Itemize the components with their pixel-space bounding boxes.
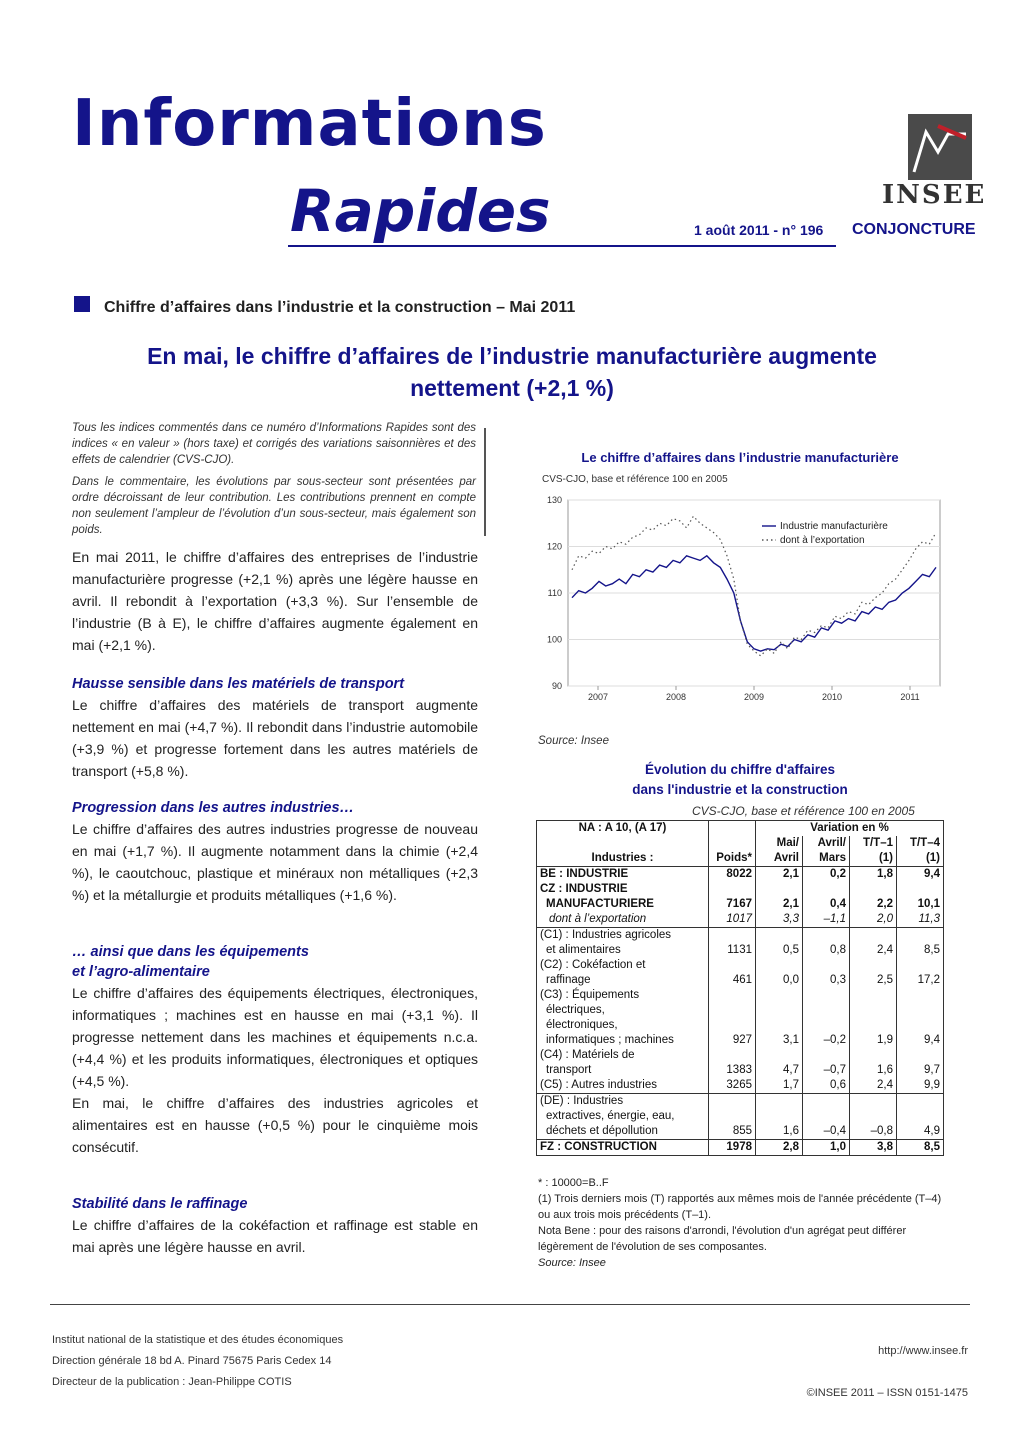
cell-value: 1,7 [756, 1078, 803, 1094]
cell-value: 2,8 [756, 1140, 803, 1156]
row-label-line: (C2) : Cokéfaction et [540, 959, 646, 971]
cell-value: 4,7 [756, 1048, 803, 1078]
insee-logo-icon [908, 114, 972, 180]
cell-value: 3,1 [756, 988, 803, 1048]
cell-value: –0,2 [803, 988, 850, 1048]
row-label-line: électroniques, [546, 1019, 618, 1031]
chart-source: Source: Insee [538, 735, 609, 747]
y-tick-label: 110 [547, 588, 562, 598]
table-row [537, 912, 944, 928]
intro-side-bar [484, 428, 486, 536]
row-label-line: (C3) : Équipements [540, 989, 640, 1001]
table-header: (1) [897, 851, 944, 867]
cell-value: 10,1 [897, 882, 944, 912]
cell-value: 1,8 [850, 867, 897, 883]
row-label-line: transport [546, 1064, 592, 1076]
legend-label: dont à l’exportation [780, 535, 865, 546]
footer-line: Institut national de la statistique et des études économiques [52, 1334, 344, 1346]
cell-poids: 927 [709, 988, 756, 1048]
row-label-line: (DE) : Industries [540, 1095, 624, 1107]
publisher-name: INSEE [882, 180, 987, 210]
row-label-line: MANUFACTURIERE [546, 898, 654, 910]
cell-value: 2,0 [850, 912, 897, 928]
table-notes [538, 1175, 948, 1271]
paragraph-text: Le chiffre d’affaires des équipements électriques, électroniques, informatiques ; machines est en hausse en mai (+3,1 %). Il progresse nettement dans les machines et équipements n.c.a. (+4,4 %) et les produits informatiques, électroniques et optiques (+4,5 %). [72, 985, 478, 1089]
row-label [537, 928, 709, 959]
cell-value: 0,3 [803, 958, 850, 988]
cell-poids: 855 [709, 1094, 756, 1140]
table-header: Mars [803, 851, 850, 867]
table-header-row [537, 821, 944, 837]
x-tick-label: 2010 [821, 692, 843, 702]
table-header [537, 836, 709, 851]
line-chart [536, 492, 948, 712]
cell-value: 0,2 [803, 867, 850, 883]
row-label [537, 1048, 709, 1078]
table-title [580, 760, 900, 800]
table-header: Poids* [709, 851, 756, 867]
table-source: Source: Insee [538, 1257, 606, 1269]
masthead-subtitle: Rapides [290, 177, 551, 245]
table-header-row [537, 851, 944, 867]
cell-value: –0,8 [850, 1094, 897, 1140]
table-header: Avril [756, 851, 803, 867]
paragraph-text: En mai, le chiffre d’affaires des industries agricoles et alimentaires est en hausse (+0,5 %) pour le cinquième mois consécutif. [72, 1095, 478, 1155]
table-row [537, 1078, 944, 1094]
table-title-line: dans l'industrie et la construction [632, 782, 848, 797]
table-header: Avril/ [803, 836, 850, 851]
table-base-note: CVS-CJO, base et référence 100 en 2005 [692, 804, 915, 818]
row-label [537, 1094, 709, 1140]
section-bullet-icon [74, 296, 90, 312]
row-label: FZ : CONSTRUCTION [537, 1140, 709, 1156]
table-header: Industries : [537, 851, 709, 867]
paragraph-text: Le chiffre d’affaires des matériels de transport augmente nettement en mai (+4,7 %). Il rebondit dans l’industrie automobile (+3,9 %) et progresse fortement dans les autres matériels de transport (+5,8 %). [72, 697, 478, 779]
table-header: Variation en % [756, 821, 944, 837]
row-label-line: informatiques ; machines [546, 1034, 674, 1046]
paragraph-text: Le chiffre d’affaires des autres industries progresse de nouveau en mai (+1,7 %). Il augmente notamment dans la chimie (+2,4 %), le caoutchouc, plastique et minéraux non métalliques (+2,3 %) et la métallurgie et produits métalliques (+1,6 %). [72, 821, 478, 903]
paragraph-text: Le chiffre d’affaires de la cokéfaction et raffinage est stable en mai après une légère hausse en avril. [72, 1217, 478, 1255]
cell-value: 3,8 [850, 1140, 897, 1156]
masthead-title: Informations [72, 87, 547, 161]
table-row [537, 867, 944, 883]
cell-value: 11,3 [897, 912, 944, 928]
cell-value: 4,9 [897, 1094, 944, 1140]
row-label-line: et alimentaires [546, 944, 621, 956]
footer-copyright: ©INSEE 2011 – ISSN 0151-1475 [806, 1387, 968, 1399]
cell-poids: 461 [709, 958, 756, 988]
cell-poids: 3265 [709, 1078, 756, 1094]
row-label-line: électriques, [546, 1004, 605, 1016]
cell-value: 9,4 [897, 988, 944, 1048]
cell-value: 3,3 [756, 912, 803, 928]
row-label-line: extractives, énergie, eau, [546, 1110, 675, 1122]
table-header: T/T–4 [897, 836, 944, 851]
cell-value: –0,7 [803, 1048, 850, 1078]
cell-value: 9,7 [897, 1048, 944, 1078]
cell-value: 0,5 [756, 928, 803, 959]
row-label-line: (C1) : Industries agricoles [540, 929, 672, 941]
row-label [537, 988, 709, 1048]
cell-value: –1,1 [803, 912, 850, 928]
intro-paragraph: Tous les indices commentés dans ce numéro d’Informations Rapides sont des indices « en valeur » (hors taxe) et corrigés des variations saisonnières et des effets de calendrier (CVS-CJO). [72, 422, 476, 466]
cell-value: 0,6 [803, 1078, 850, 1094]
row-label-line: déchets et dépollution [546, 1125, 658, 1137]
footer-rule [50, 1304, 970, 1305]
footer-url-link[interactable]: http://www.insee.fr [878, 1345, 968, 1357]
row-label-line: (C4) : Matériels de [540, 1049, 635, 1061]
table-row [537, 958, 944, 988]
row-label [537, 958, 709, 988]
cell-value: 2,5 [850, 958, 897, 988]
series-line [572, 516, 936, 656]
cell-value: 1,0 [803, 1140, 850, 1156]
cell-value: 0,4 [803, 882, 850, 912]
subheading: Progression dans les autres industries… [72, 800, 355, 816]
cell-value: 1,6 [850, 1048, 897, 1078]
x-tick-label: 2008 [665, 692, 687, 702]
row-label [537, 882, 709, 912]
issue-date: 1 août 2011 - n° 196 [694, 222, 824, 238]
table-row [537, 882, 944, 912]
paragraph-text: En mai 2011, le chiffre d’affaires des entreprises de l’industrie manufacturière progresse (+2,1 %) après une légère hausse en avril. Il rebondit à l’exportation (+3,3 %). Sur l’ensemble de l’industrie (B à E), le chiffre d’affaires augmente également en mai (+2,1 %). [72, 549, 478, 653]
cell-value: 2,4 [850, 928, 897, 959]
cell-value: 2,1 [756, 882, 803, 912]
series-line [572, 556, 936, 651]
cell-value: 0,8 [803, 928, 850, 959]
table-header: (1) [850, 851, 897, 867]
table-row [537, 1140, 944, 1156]
data-table [536, 820, 944, 1156]
headline: En mai, le chiffre d’affaires de l’industrie manufacturière augmente nettement (+2,1 %) [147, 343, 877, 401]
subheading: Stabilité dans le raffinage [72, 1196, 248, 1212]
table-header [709, 836, 756, 851]
footer-line: Directeur de la publication : Jean-Philippe COTIS [52, 1376, 292, 1388]
x-tick-label: 2009 [743, 692, 765, 702]
row-label-line: CZ : INDUSTRIE [540, 883, 628, 895]
footer-line: Direction générale 18 bd A. Pinard 75675 Paris Cedex 14 [52, 1355, 332, 1367]
table-note: Nota Bene : pour des raisons d'arrondi, l'évolution d'un agrégat peut différer légèrement de l'évolution de ses composantes. [538, 1225, 907, 1253]
subheading: et l’agro-alimentaire [72, 964, 210, 980]
cell-value: 8,5 [897, 928, 944, 959]
cell-value: 0,0 [756, 958, 803, 988]
intro-paragraph: Dans le commentaire, les évolutions par sous-secteur sont présentées par ordre décroissant de leur contribution. Les contributions prennent en compte non seulement l’ampleur de l’évolution d’un sous-secteur, mais également son poids. [72, 476, 476, 536]
cell-poids: 8022 [709, 867, 756, 883]
y-tick-label: 120 [546, 541, 562, 552]
chart-title: Le chiffre d’affaires dans l’industrie manufacturière [581, 450, 899, 465]
x-tick-label: 2011 [900, 692, 920, 702]
table-title-line: Évolution du chiffre d'affaires [645, 762, 835, 777]
cell-value: 2,4 [850, 1078, 897, 1094]
row-label: BE : INDUSTRIE [537, 867, 709, 883]
body-paragraph [72, 546, 478, 656]
table-note: * : 10000=B..F [538, 1177, 609, 1189]
subheading-block [72, 942, 478, 1158]
chart-note: CVS-CJO, base et référence 100 en 2005 [542, 474, 728, 485]
cell-value: 9,4 [897, 867, 944, 883]
cell-poids: 1131 [709, 928, 756, 959]
table-row [537, 928, 944, 959]
cell-value: 1,6 [756, 1094, 803, 1140]
x-tick-label: 2007 [587, 692, 609, 702]
cell-value: 2,1 [756, 867, 803, 883]
y-tick-label: 100 [546, 634, 562, 645]
table-row [537, 1094, 944, 1140]
table-row [537, 988, 944, 1048]
subheading: … ainsi que dans les équipements [72, 944, 309, 960]
table-header: Mai/ [756, 836, 803, 851]
cell-poids: 1017 [709, 912, 756, 928]
table-header: NA : A 10, (A 17) [537, 821, 709, 837]
table-header: T/T–1 [850, 836, 897, 851]
cell-poids: 1383 [709, 1048, 756, 1078]
row-label: dont à l’exportation [537, 912, 709, 928]
subheading-block [72, 1194, 478, 1258]
subheading-block [72, 798, 478, 906]
cell-poids: 1978 [709, 1140, 756, 1156]
cell-value: 2,2 [850, 882, 897, 912]
row-label-line: raffinage [546, 974, 591, 986]
subheading-block [72, 674, 478, 782]
legend-label: Industrie manufacturière [780, 521, 888, 532]
table-header [709, 821, 756, 837]
cell-value: 1,9 [850, 988, 897, 1048]
y-tick-label: 90 [551, 681, 562, 691]
series-name: CONJONCTURE [852, 221, 976, 238]
table-note: (1) Trois derniers mois (T) rapportés aux mêmes mois de l'année précédente (T–4) ou aux trois mois précédents (T–1). [538, 1193, 942, 1221]
subheading: Hausse sensible dans les matériels de transport [72, 676, 405, 692]
intro-note [72, 420, 476, 544]
footer-address [52, 1330, 343, 1393]
section-title: Chiffre d’affaires dans l’industrie et la construction – Mai 2011 [104, 299, 576, 316]
cell-value: –0,4 [803, 1094, 850, 1140]
footer-right [760, 1330, 968, 1414]
table-header-row [537, 836, 944, 851]
cell-value: 17,2 [897, 958, 944, 988]
table-row [537, 1048, 944, 1078]
row-label: (C5) : Autres industries [537, 1078, 709, 1094]
cell-poids: 7167 [709, 882, 756, 912]
cell-value: 8,5 [897, 1140, 944, 1156]
cell-value: 9,9 [897, 1078, 944, 1094]
y-tick-label: 130 [546, 495, 562, 505]
masthead-rule [288, 245, 836, 247]
